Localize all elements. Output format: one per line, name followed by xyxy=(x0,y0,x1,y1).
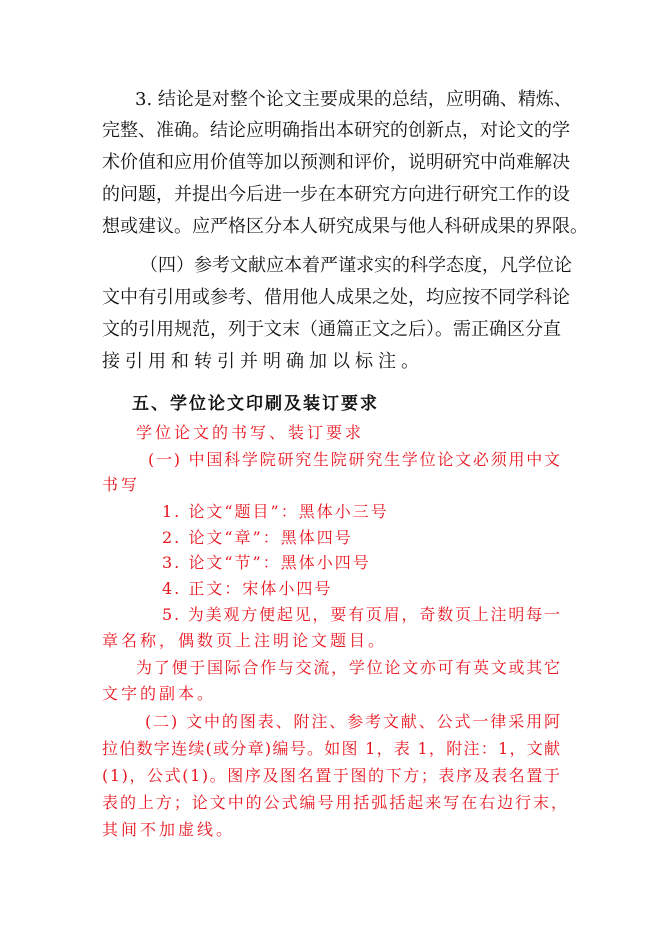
text-line: 文中有引用或参考、借用他人成果之处，均应按不同学科论 xyxy=(102,287,570,308)
text-line: 3. 结论是对整个论文主要成果的总结，应明确、精炼、 xyxy=(135,89,572,110)
text-line: 表的上方；论文中的公式编号用括弧括起来写在右边行末， xyxy=(102,793,569,812)
text-line: （四）参考文献应本着严谨求实的科学态度，凡学位论 xyxy=(140,255,572,276)
text-line: 其间不加虚线。 xyxy=(102,820,236,839)
text-line: 文的引用规范，列于文末（通篇正文之后）。需正确区分直 xyxy=(102,319,561,340)
text-line: (二) 文中的图表、附注、参考文献、公式一律采用阿 xyxy=(145,712,562,731)
subtitle: 学位论文的书写、装订要求 xyxy=(136,423,365,442)
text-line: 章名称，偶数页上注明论文题目。 xyxy=(102,631,388,650)
text-line: 的问题，并提出今后进一步在本研究方向进行研究工作的设 xyxy=(102,184,570,205)
text-line: 术价值和应用价值等加以预测和评价，说明研究中尚难解决 xyxy=(102,152,570,173)
text-line: 5. 为美观方便起见，要有页眉，奇数页上注明每一 xyxy=(162,605,562,624)
text-line: 完整、准确。结论应明确指出本研究的创新点，对论文的学 xyxy=(102,120,570,141)
text-line: 接引用和转引并明确加以标注。 xyxy=(102,351,424,372)
format-item: 4. 正文：宋体小四号 xyxy=(162,579,333,598)
format-item: 1. 论文“题目”：黑体小三号 xyxy=(162,502,389,521)
section-heading: 五、学位论文印刷及装订要求 xyxy=(132,394,379,414)
format-item: 3. 论文“节”：黑体小四号 xyxy=(162,553,371,572)
text-line: 想或建议。应严格区分本人研究成果与他人科研成果的界限。 xyxy=(102,216,588,237)
text-line: 文字的副本。 xyxy=(102,684,217,703)
format-item: 2. 论文“章”：黑体四号 xyxy=(162,528,353,547)
text-line: (一) 中国科学院研究生院研究生学位论文必须用中文 xyxy=(148,450,562,469)
text-line: (1)，公式(1)。图序及图名置于图的下方；表序及表名置于 xyxy=(102,766,562,785)
text-line: 拉伯数字连续(或分章)编号。如图 1，表 1，附注：1，文献 xyxy=(102,739,562,758)
text-line: 为了便于国际合作与交流，学位论文亦可有英文或其它 xyxy=(136,658,562,677)
text-line: 书写 xyxy=(102,475,141,494)
